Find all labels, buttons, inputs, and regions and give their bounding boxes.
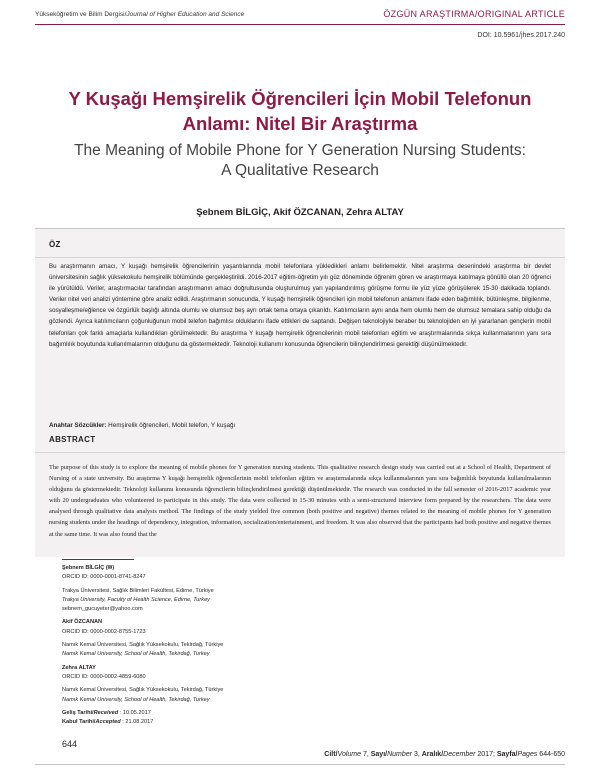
institution-tr: Namık Kemal Üniversitesi, Sağlık Yüksekokulu, Tekirdağ, Türkiye [62,642,224,649]
institution-en: Namık Kemal University, School of Health, Tekirdağ, Turkey [62,696,210,703]
title-english: The Meaning of Mobile Phone for Y Generation Nursing Students: A Qualitative Research [74,142,526,179]
abstract-box [35,228,565,557]
doi-link[interactable]: DOI: 10.5961/jhes.2017.240 [477,32,565,39]
issue-info: Cilt/Volume 7, Sayı/Number 3, Aralık/December 2017; Sayfa/Pages 644-650 [324,751,565,758]
footnote-divider [62,559,134,560]
institution-tr: Namık Kemal Üniversitesi, Sağlık Yüksekokulu, Tekirdağ, Türkiye [62,687,224,694]
abstract-heading: ABSTRACT [49,435,96,444]
page-number: 644 [62,739,78,749]
article-type: ÖZGÜN ARAŞTIRMA/ORIGINAL ARTICLE [383,9,565,19]
email[interactable]: sebnem_gucuyeter@yahoo.com [62,606,143,613]
divider [35,452,565,453]
author-name: Zehra ALTAY [62,664,96,671]
orcid[interactable]: ORCID ID: 0000-0001-8741-8247 [62,574,146,581]
oz-text: Bu araştırmanın amacı, Y kuşağı hemşirelik öğrencilerinin yaşantılarında mobil telefonlara yükledikleri anlamı belirlemektir. Nitel araştırma desenindeki araştırma bir devlet üniversitesinin sağlık yüksekokulu hemşirelik bölümünde gerçekleştirildi. 2016-2017 eğitim-öğretim yılı güz döneminde öğrenim gören ve araştırmaya katılmaya gönüllü olan 20 öğrenci ile yürütüldü. Veriler, araştırmacılar tarafından araştırmanın amacı doğrultusunda oluşturulmuş yarı yapılandırılmış görüşme formu ile yüz yüze görüşülerek 15-30 dakikada toplandı. Veriler nitel veri analizi yöntemine göre analiz edildi. Araştırmanın sonucunda, Y kuşağı hemşirelik öğrencileri için mobil telefonun anlamını ifade eden bağımlılık, bütünleşme, bilgilenme, sosyalleşme/eğlence ve özgürlük başlığı altında olumlu ve olumsuz beş ayrı ortak tema ortaya çıkarıldı. Katılımcıların aynı anda hem olumlu hem de olumsuz temalara sahip olduğu da gözlendi. Ayrıca katılımcıların çoğunluğunun mobil telefon bağımlısı olduklarını ifade ettikleri de saptandı. Değişen teknolojiyle beraber bu teknolojiden en iyi yararlanan gençlerin mobil telefonları çok farklı amaçlarla kullandıkları görülmektedir. Bu araştırma Y kuşağı hemşirelik öğrencilerinin mobil telefonları eğitim ve araştırmalarında sıkça kullanmalarının yanı sıra bağımlılık boyutunda kullanılmalarının olduğunu da göstermektedir. Teknoloji kullanımı konusunda öğrencilerin bilinçlendirilmesi gerektiği düşünülmektedir. [49,263,551,348]
header-divider [35,24,565,25]
affiliations [62,564,302,727]
author-name: Şebnem BİLGİÇ (✉) [62,565,115,571]
author-list: Şebnem BİLGİÇ, Akif ÖZCANAN, Zehra ALTAY [196,207,404,218]
footer-divider [35,764,565,765]
keywords: Anahtar Sözcükler: Hemşirelik öğrencileri, Mobil telefon, Y kuşağı [49,422,236,429]
affiliation-1 [62,564,302,614]
journal-name: Yükseköğretim ve Bilim Dergisi/Journal of Higher Education and Science [35,11,245,18]
orcid[interactable]: ORCID ID: 0000-0002-8755-1723 [62,628,146,635]
institution-tr: Trakya Üniversitesi, Sağlık Bilimleri Fakültesi, Edirne, Türkiye [62,587,214,594]
abstract-text: The purpose of this study is to explore the meaning of mobile phones for Y generation nursing students. This qualitative research design study was carried out at a School of Health, Department of Nursing of a state university. Bu araştırma Y kuşağı hemşirelik öğrencilerinin mobil telefonları eğitim ve araştırmalarında sıkça kullanmalarının yanı sıra bağımlılık boyutunda kullanılmalarının olduğunu da göstermektedir. Teknoloji kullanımı konusunda öğrencilerin bilinçlendirilmesi gerektiği düşünülmektedir. The research was conducted in the fall semester of 2016-2017 academic year with 20 undergraduates who volunteered to participate in this study. The data were collected in 15-30 minutes with a semi-structured interview form prepared by the researchers. The data were analysed through qualitative data analysis method. The findings of the study yielded five common (both positive and negative) themes related to the meaning of mobile phones for Y generation nursing students under the headings of dependency, integration, information, socialization/entertainment, and freedom. It was also observed that the participants had both positive and negative themes at the same time. It was also found that the [49,464,551,538]
orcid[interactable]: ORCID ID: 0000-0002-4859-6080 [62,673,146,680]
title-turkish: Y Kuşağı Hemşirelik Öğrencileri İçin Mobil Telefonun Anlamı: Nitel Bir Araştırma [68,88,532,134]
divider [35,257,565,258]
affiliation-3 [62,664,302,705]
author-name: Akif ÖZCANAN [62,619,103,626]
oz-heading: ÖZ [49,240,61,249]
institution-en: Namık Kemal University, School of Health, Tekirdağ, Turkey [62,651,210,658]
received-date: Geliş Tarihi/Received : 10.05.2017 [62,709,151,716]
accepted-date: Kabul Tarihi/Accepted : 21.08.2017 [62,719,154,726]
running-header [35,11,565,23]
institution-en: Trakya University, Faculty of Health Science, Edirne, Turkey [62,596,210,603]
affiliation-2 [62,618,302,659]
